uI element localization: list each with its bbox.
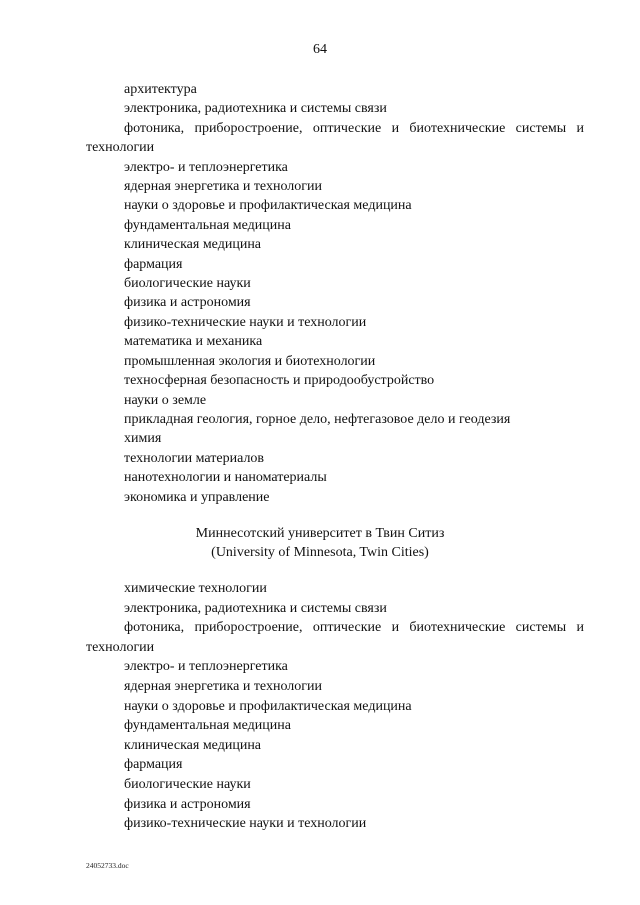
list-item: науки о земле bbox=[124, 392, 207, 408]
university-name-en: (University of Minnesota, Twin Cities) bbox=[211, 545, 429, 560]
list-item: физика и астрономия bbox=[124, 796, 251, 812]
university-name-ru: Миннесотский университет в Твин Ситиз bbox=[195, 526, 445, 541]
list-item: электроника, радиотехника и системы связи bbox=[124, 600, 387, 616]
list-item: клиническая медицина bbox=[124, 237, 262, 253]
list-item: прикладная геология, горное дело, нефтегазовое дело и геодезия bbox=[124, 411, 511, 427]
list-item: фармация bbox=[124, 256, 183, 272]
list-item: химические технологии bbox=[124, 581, 267, 596]
university-heading bbox=[0, 524, 640, 562]
document-filename: 24052733.doc bbox=[86, 861, 129, 870]
list-item: фундаментальная медицина bbox=[124, 217, 291, 233]
list-item: нанотехнологии и наноматериалы bbox=[124, 470, 327, 486]
list-item: промышленная экология и биотехнологии bbox=[124, 353, 376, 369]
field-list-second bbox=[86, 579, 584, 834]
list-item: фотоника, приборостроение, оптические и биотехнические системы и технологии bbox=[86, 120, 584, 156]
list-item: физико-технические науки и технологии bbox=[124, 816, 367, 832]
list-item: ядерная энергетика и технологии bbox=[124, 678, 322, 694]
list-item: фотоника, приборостроение, оптические и биотехнические системы и технологии bbox=[86, 620, 584, 655]
list-item: электро- и теплоэнергетика bbox=[124, 659, 288, 675]
list-item: клиническая медицина bbox=[124, 737, 262, 753]
list-item: биологические науки bbox=[124, 276, 251, 292]
list-item: науки о здоровье и профилактическая медицина bbox=[124, 698, 412, 714]
list-item: науки о здоровье и профилактическая медицина bbox=[124, 198, 412, 214]
list-item: электроника, радиотехника и системы связи bbox=[124, 101, 387, 117]
list-item: архитектура bbox=[124, 82, 197, 97]
field-list-first bbox=[86, 80, 584, 507]
page-number: 64 bbox=[313, 42, 327, 57]
list-item: биологические науки bbox=[124, 776, 251, 792]
list-item: фармация bbox=[124, 757, 183, 773]
list-item: математика и механика bbox=[124, 334, 263, 350]
list-item: ядерная энергетика и технологии bbox=[124, 179, 322, 195]
list-item: технологии материалов bbox=[124, 450, 265, 466]
list-item: физика и астрономия bbox=[124, 295, 251, 311]
list-item: фундаментальная медицина bbox=[124, 718, 291, 734]
list-item: химия bbox=[124, 431, 162, 447]
list-item: экономика и управление bbox=[124, 489, 270, 505]
list-item: электро- и теплоэнергетика bbox=[124, 159, 288, 175]
list-item: физико-технические науки и технологии bbox=[124, 314, 367, 330]
list-item: техносферная безопасность и природообустройство bbox=[124, 373, 435, 389]
